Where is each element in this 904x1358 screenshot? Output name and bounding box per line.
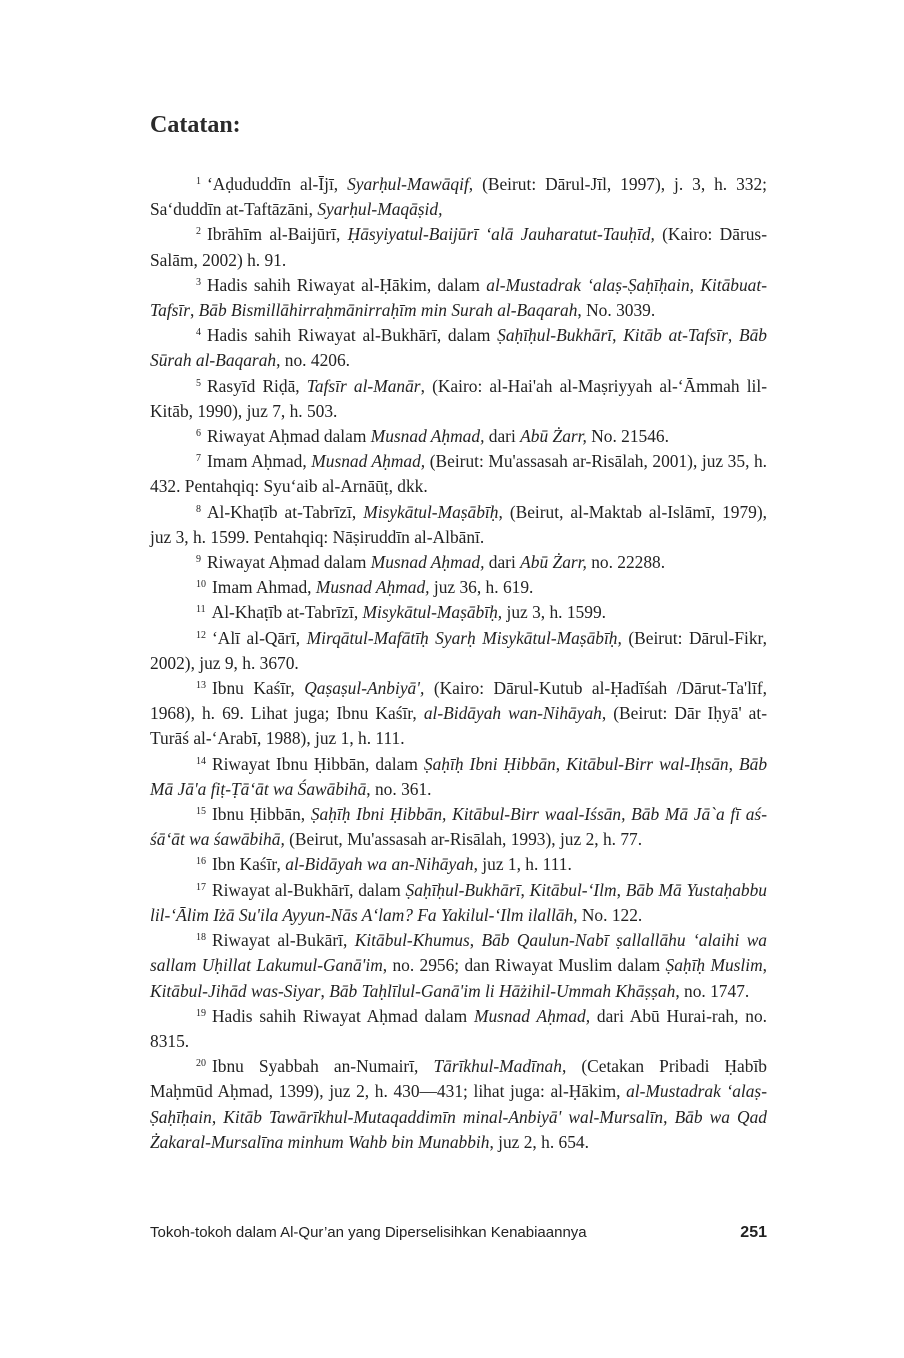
footnote-text: (Beirut, al-Maktab al-Islāmī, 1979), juz 3, h. 1599. Pentahqiq: Nāṣiruddīn al-Albānī. xyxy=(150,501,767,547)
footnote-text: Al-Khaṭīb at-Tabrīzī, xyxy=(211,602,363,623)
footnote-number: 13 xyxy=(196,680,206,692)
footnote xyxy=(150,172,767,222)
footnote-italic-text: Misykātul-Maṣābīḥ, xyxy=(363,501,503,522)
footnote-italic-text: Qaṣaṣul-Anbiyā', xyxy=(304,678,425,699)
footnote-text: Rasyīd Riḍā, xyxy=(207,375,307,396)
footnote xyxy=(150,676,767,752)
footnote-number: 8 xyxy=(196,503,201,515)
footnote xyxy=(150,273,767,323)
footnote-text: , xyxy=(727,325,739,346)
footnote-text: , juz 1, h. 111. xyxy=(473,854,572,875)
footnote-number: 19 xyxy=(196,1007,206,1019)
footnote xyxy=(150,626,767,676)
footnote-italic-text: al-Mustadrak ‘alaṣ-Ṣaḥīḥain xyxy=(150,1081,767,1127)
footnote xyxy=(150,852,767,877)
footnote-text: , xyxy=(689,274,701,295)
footnote-number: 17 xyxy=(196,881,206,893)
footnote-number: 20 xyxy=(196,1058,206,1070)
footnote-number: 1 xyxy=(196,176,201,187)
footnote xyxy=(150,878,767,928)
footnote-italic-text: Kitāb at-Tafsīr xyxy=(623,325,728,346)
footnote-italic-text: Kitābul-Jihād was-Siyar xyxy=(150,980,321,1001)
footnote-text: , (Beirut: Dār Iḥyā' at-Turāś al-‘Arabī, 1988), juz 1, h. 111. xyxy=(150,703,767,749)
footnote xyxy=(150,449,767,499)
footnote-text: Imam Ahmad, xyxy=(212,577,316,598)
footnote-text: Ibn Kaśīr, xyxy=(212,854,286,875)
notes-heading: Catatan: xyxy=(150,112,241,138)
footnote-text: , xyxy=(211,1106,224,1127)
footnote-number: 7 xyxy=(196,453,201,465)
footnote-text: (Beirut: Dārul-Fikr, 2002), juz 9, h. 3670. xyxy=(150,627,767,673)
footnote-text: Imam Aḥmad, xyxy=(207,451,312,472)
footnote-text: , (Cetakan Pribadi Ḥabīb Maḥmūd Aḥmad, 1399), juz 2, h. 430—431; lihat juga: al-Ḥākim, xyxy=(150,1056,767,1102)
footnote-text: , No. 3039. xyxy=(577,300,656,321)
footnote-italic-text: Bāb Qaulun-Nabī ṣallallāhu ‘alaihi wa sallam Uḥillat Lakumul-Ganā'im xyxy=(150,930,767,976)
footnote-italic-text: Bāb Sūrah al-Baqarah xyxy=(150,325,767,371)
footnote-number: 15 xyxy=(196,806,206,818)
page-number: 251 xyxy=(740,1224,767,1241)
footnote-text: Ibnu Syabbah an-Numairī, xyxy=(212,1056,434,1077)
footnote-text: Riwayat al-Bukārī, xyxy=(212,930,355,951)
footnote-italic-text: Kitābul-Birr wal-Iḥsān xyxy=(566,753,729,774)
footnote-number: 14 xyxy=(196,755,206,767)
footnote-text: (Kairo: Dārus-Salām, 2002) h. 91. xyxy=(150,224,767,270)
footnote xyxy=(150,1054,767,1155)
footnote-italic-text: Ṣaḥīḥ Ibni Ḥibbān xyxy=(423,753,556,774)
footnote-italic-text: Ṣaḥīḥul-Bukhārī xyxy=(405,879,521,900)
footnote-number: 12 xyxy=(196,629,206,641)
footnote-italic-text: Tafsīr al-Manār xyxy=(306,375,421,396)
footnote-number: 16 xyxy=(196,856,206,868)
footnote xyxy=(150,600,767,625)
footnote-text: no. 22288. xyxy=(586,552,666,573)
footnote-italic-text: Syarḥul-Maqāṣid, xyxy=(317,199,443,220)
footnote xyxy=(150,928,767,1004)
footnote-italic-text: Misykātul-Maṣābīḥ, xyxy=(362,602,503,623)
footnote xyxy=(150,550,767,575)
footnote-number: 2 xyxy=(196,226,201,238)
footnote-text: , xyxy=(728,753,739,774)
footnote-text: , no. 361. xyxy=(366,778,432,799)
footnote-number: 18 xyxy=(196,932,206,944)
footnote-italic-text: Musnad Aḥmad, xyxy=(370,552,485,573)
footnote-text: (Beirut: Dārul-Jīl, 1997), j. 3, h. 332; Sa‘duddīn at-Taftāzāni, xyxy=(150,174,768,220)
footnote-text: dari xyxy=(484,426,521,447)
footnotes-list xyxy=(150,172,767,1155)
footnote-italic-text: al-Bidāyah wan-Nihāyah xyxy=(423,703,602,724)
footnote-italic-text: Bāb Mā Jā'a fiṭ-Ṭā‘āt wa Śawābihā xyxy=(150,753,768,799)
footnote-italic-text: Musnad Aḥmad, xyxy=(315,577,430,598)
page-footer xyxy=(150,1224,767,1248)
footnote-italic-text: Mirqātul-Mafātīḥ Syarḥ Misykātul-Maṣābīḥ, xyxy=(306,627,622,648)
footnote-text: , no. 4206. xyxy=(276,350,351,371)
footnote xyxy=(150,222,767,272)
footnote-text: No. 21546. xyxy=(586,426,669,447)
footnote-italic-text: Bāb Mā Yustaḥabbu lil-‘Ālim Iżā Su'ila Ayyun-Nās A‘lam? Fa Yakilul-‘Ilm ilallāh xyxy=(150,879,767,925)
footnote xyxy=(150,575,767,600)
footnote-number: 3 xyxy=(196,276,201,288)
footnote-italic-text: Ṣaḥīḥul-Bukhārī xyxy=(497,325,613,346)
footnote-text: Riwayat Ibnu Ḥibbān, dalam xyxy=(212,753,424,774)
footnote-number: 5 xyxy=(196,377,201,389)
footnote-italic-text: Ṣaḥīḥ Muslim xyxy=(665,955,763,976)
footnote xyxy=(150,424,767,449)
footnote xyxy=(150,752,767,802)
footnote xyxy=(150,500,767,550)
footnote-text: , xyxy=(612,325,624,346)
footnote-text: , xyxy=(663,1106,675,1127)
footnote-text: Ibrāhīm al-Baijūrī, xyxy=(207,224,348,245)
footnote-text: dari Abū Hurai-rah, no. 8315. xyxy=(150,1005,767,1051)
footnote-text: (Beirut, Mu'assasah ar-Risālah, 1993), juz 2, h. 77. xyxy=(284,829,643,850)
footnote-text: Hadis sahih Riwayat al-Bukhārī, dalam xyxy=(207,325,498,346)
footnote-italic-text: Abū Żarr, xyxy=(520,426,587,447)
footnote-text: , no. 1747. xyxy=(675,980,750,1001)
footnote-italic-text: Musnad Aḥmad, xyxy=(311,451,426,472)
footnote-italic-text: Musnad Aḥmad, xyxy=(473,1005,591,1026)
footnote-text: dari xyxy=(484,552,521,573)
footnote-italic-text: Kitābul-‘Ilm xyxy=(529,879,617,900)
footnote-italic-text: Ḥāsyiyatul-Baijūrī ‘alā Jauharatut-Tauḥīd, xyxy=(347,224,655,245)
footnote-text: Ibnu Kaśīr, xyxy=(212,678,305,699)
footnote-italic-text: al-Mustadrak ‘alaṣ-Ṣaḥīḥain xyxy=(486,274,690,295)
footnote-italic-text: Abū Żarr, xyxy=(520,552,587,573)
footnote-italic-text: Kitāb Tawārīkhul-Mutaqaddimīn minal-Anbiyā' wal-Mursalīn xyxy=(223,1106,664,1127)
footnote-text: Ibnu Ḥibbān, xyxy=(212,804,311,825)
footnote-text: , (Kairo: al-Hai'ah al-Maṣriyyah al-‘Āmmah lil-Kitāb, 1990), juz 7, h. 503. xyxy=(150,375,768,421)
footnote-italic-text: Musnad Aḥmad, xyxy=(370,426,485,447)
footnote-number: 11 xyxy=(196,604,206,616)
footnote-text: , xyxy=(320,980,330,1001)
footnote-text: , No. 122. xyxy=(573,904,643,925)
footnote xyxy=(150,323,767,373)
footnote-text: Riwayat Aḥmad dalam xyxy=(207,552,371,573)
footnote-text: Riwayat Aḥmad dalam xyxy=(207,426,371,447)
footnote xyxy=(150,1004,767,1054)
footnote-number: 9 xyxy=(196,554,201,566)
footnote-number: 6 xyxy=(196,428,201,440)
running-footer-title: Tokoh-tokoh dalam Al-Qur’an yang Diperselisihkan Kenabiaannya xyxy=(150,1224,587,1241)
footnote-text: ‘Alī al-Qārī, xyxy=(212,627,307,648)
footnote-italic-text: Kitābuat-Tafsīr xyxy=(150,274,767,321)
footnote-italic-text: Bāb Taḥlīlul-Ganā'im li Hāżihil-Ummah Khāṣṣah xyxy=(329,980,676,1001)
footnote-text: , xyxy=(555,753,567,774)
footnote-text: Hadis sahih Riwayat Aḥmad dalam xyxy=(212,1005,474,1026)
footnote-text: , xyxy=(469,930,482,951)
footnote-italic-text: Ṣaḥīḥ Ibni Ḥibbān, Kitābul-Birr waal-Iśsān, Bāb Mā Jā`a fī aś-śā‘āt wa śawābihā, xyxy=(150,804,767,850)
footnote-text: ‘Aḍududdīn al-Ījī, xyxy=(207,174,348,194)
footnote xyxy=(150,374,767,424)
footnote-italic-text: Bāb Bismillāhirraḥmānirraḥīm min Surah al-Baqarah xyxy=(198,300,578,321)
footnote-italic-text: Bāb wa Qad Żakaral-Mursalīna minhum Wahb bin Munabbih xyxy=(150,1106,768,1152)
footnote-text: (Beirut: Mu'assasah ar-Risālah, 2001), juz 35, h. 432. Pentahqiq: Syu‘aib al-Arnāūṭ, dkk. xyxy=(150,451,768,497)
footnote-text: Hadis sahih Riwayat al-Ḥākim, dalam xyxy=(207,274,487,295)
footnote-italic-text: Kitābul-Khumus xyxy=(354,930,470,951)
footnote-number: 10 xyxy=(196,579,206,591)
footnote xyxy=(150,802,767,852)
footnote-text: Al-Khaṭīb at-Tabrīzī, xyxy=(207,501,364,522)
footnote-italic-text: Tārīkhul-Madīnah xyxy=(433,1056,562,1077)
footnote-text: juz 36, h. 619. xyxy=(429,577,534,598)
footnote-text: , xyxy=(762,955,767,976)
footnote-number: 4 xyxy=(196,327,201,339)
footnote-text: , xyxy=(520,879,530,900)
footnote-text: , xyxy=(616,879,626,900)
footnote-text: , no. 2956; dan Riwayat Muslim dalam xyxy=(382,955,666,976)
footnote-italic-text: Syarḥul-Mawāqif, xyxy=(347,174,474,194)
footnote-text: juz 3, h. 1599. xyxy=(502,602,606,623)
footnote-text: , xyxy=(189,300,199,321)
footnote-text: (Kairo: Dārul-Kutub al-Ḥadīśah /Dārut-Ta'līf, 1968), h. 69. Lihat juga; Ibnu Kaśīr, xyxy=(150,678,767,724)
footnote-text: Riwayat al-Bukhārī, dalam xyxy=(212,879,406,900)
footnote-italic-text: al-Bidāyah wa an-Nihāyah xyxy=(285,854,474,875)
footnote-text: , juz 2, h. 654. xyxy=(489,1131,589,1152)
